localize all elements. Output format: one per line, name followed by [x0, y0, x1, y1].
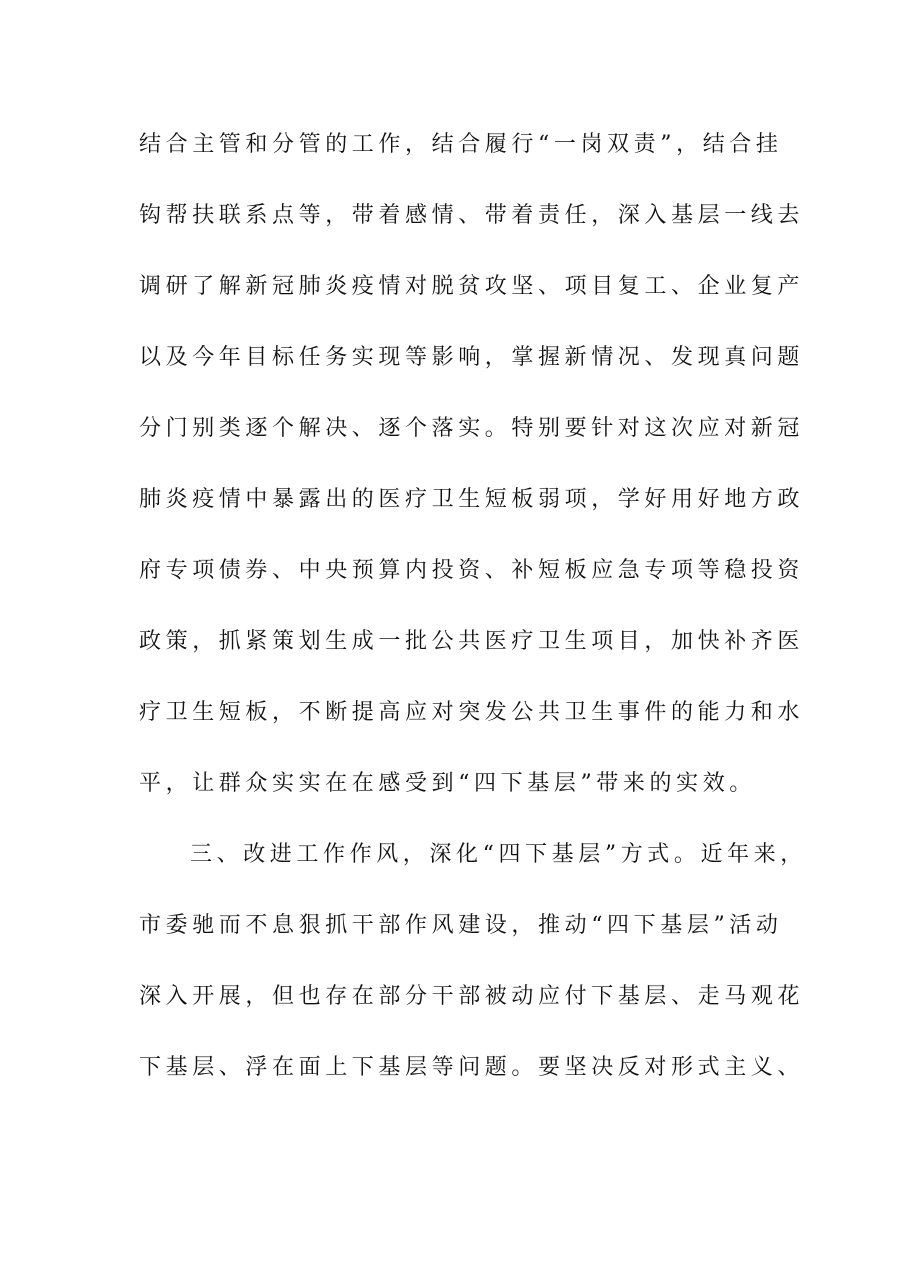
- paragraph-line: 深入开展，但也存在部分干部被动应付下基层、走马观花: [139, 984, 805, 1009]
- section-heading-line: 三、改进工作作风，深化“四下基层”方式。近年来，: [190, 842, 807, 867]
- paragraph-line: 府专项债券、中央预算内投资、补短板应急专项等稳投资: [139, 558, 805, 583]
- paragraph-1: [139, 122, 805, 832]
- paragraph-line: 肺炎疫情中暴露出的医疗卫生短板弱项，学好用好地方政: [139, 487, 805, 512]
- paragraph-line: 以及今年目标任务实现等影响，掌握新情况、发现真问题: [139, 345, 805, 370]
- paragraph-line: 平，让群众实实在在感受到“四下基层”带来的实效。: [139, 771, 756, 796]
- document-body: [139, 122, 807, 1116]
- paragraph-line: 结合主管和分管的工作，结合履行“一岗双责”，结合挂: [139, 132, 783, 157]
- paragraph-line: 下基层、浮在面上下基层等问题。要坚决反对形式主义、: [139, 1055, 805, 1080]
- paragraph-line: 市委驰而不息狠抓干部作风建设，推动“四下基层”活动: [139, 913, 783, 938]
- paragraph-line: 疗卫生短板，不断提高应对突发公共卫生事件的能力和水: [139, 700, 805, 725]
- paragraph-2: [139, 832, 807, 1116]
- paragraph-line: 钩帮扶联系点等，带着感情、带着责任，深入基层一线去: [139, 203, 805, 228]
- paragraph-line: 政策，抓紧策划生成一批公共医疗卫生项目，加快补齐医: [139, 629, 805, 654]
- paragraph-line: 调研了解新冠肺炎疫情对脱贫攻坚、项目复工、企业复产: [139, 274, 805, 299]
- paragraph-line: 分门别类逐个解决、逐个落实。特别要针对这次应对新冠: [139, 416, 805, 441]
